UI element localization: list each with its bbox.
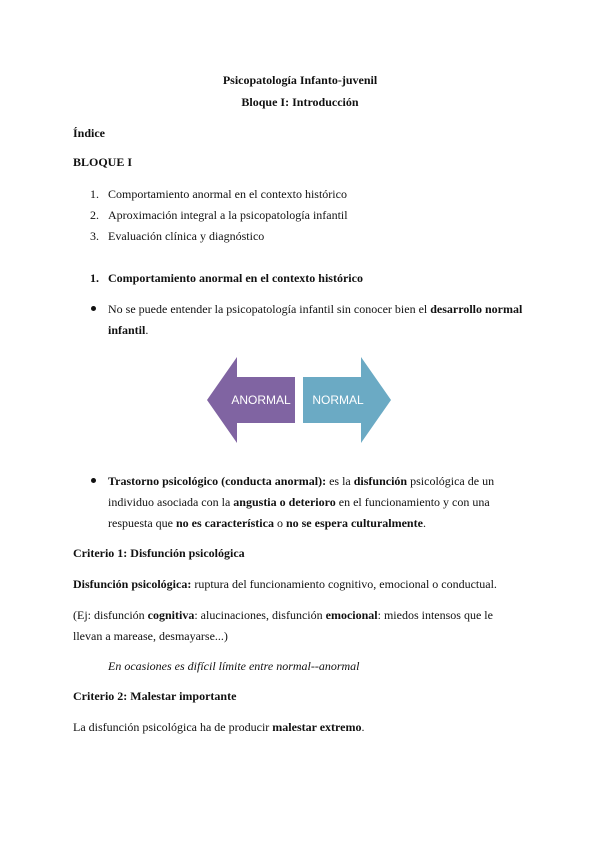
text-run: La disfunción psicológica ha de producir: [73, 720, 273, 734]
block-heading: BLOQUE I: [73, 155, 133, 169]
text-run: psicológica de un: [407, 474, 495, 488]
text-run: .: [361, 720, 365, 734]
list-item: Aproximación integral a la psicopatología infantil: [108, 208, 348, 222]
criterio-1-definition: [73, 576, 497, 592]
anormal-label: ANORMAL: [231, 393, 291, 407]
normal-label: NORMAL: [312, 393, 364, 407]
text-run: en el funcionamiento y con una: [335, 495, 490, 509]
criterio-1-heading: Criterio 1: Disfunción psicológica: [73, 546, 245, 560]
criterio-1-example-line2: llevan a marease, desmayarse...): [73, 629, 228, 643]
list-item: Evaluación clínica y diagnóstico: [108, 229, 265, 243]
text-bold: Trastorno psicológico (conducta anormal):: [108, 474, 327, 488]
bullet-paragraph: [108, 301, 522, 317]
normal-anormal-diagram: [207, 357, 391, 443]
text-run: .: [422, 516, 426, 530]
list-item-number: 1.: [90, 187, 99, 201]
text-run: individuo asociada con la: [108, 495, 234, 509]
text-bold: Disfunción psicológica:: [73, 577, 192, 591]
criterio-1-example: [73, 607, 493, 623]
text-run: es la: [326, 474, 354, 488]
text-bold: cognitiva: [147, 608, 195, 622]
document-title: Psicopatología Infanto-juvenil: [222, 73, 378, 87]
text-run: (Ej: disfunción: [73, 608, 148, 622]
bullet-paragraph-line3: [108, 515, 426, 531]
criterio-2-text: [73, 719, 364, 735]
text-run: .: [145, 323, 149, 337]
text-run: : alucinaciones, disfunción: [194, 608, 326, 622]
text-run: respuesta que: [108, 516, 176, 530]
text-run: ruptura del funcionamiento cognitivo, emocional o conductual.: [191, 577, 497, 591]
list-item-number: 3.: [90, 229, 99, 243]
text-run: o: [273, 516, 286, 530]
bullet-icon: [91, 478, 96, 483]
bullet-paragraph-line2: [108, 494, 490, 510]
text-bold: desarrollo normal: [430, 302, 523, 316]
text-run: No se puede entender la psicopatología infantil sin conocer bien el: [108, 302, 431, 316]
list-item: Comportamiento anormal en el contexto histórico: [108, 187, 347, 201]
text-bold: angustia o deterioro: [233, 495, 336, 509]
bullet-icon: [91, 306, 96, 311]
section-number: 1.: [90, 271, 99, 285]
bullet-paragraph: [108, 473, 494, 489]
text-run: : miedos intensos que le: [377, 608, 493, 622]
text-bold: disfunción: [353, 474, 408, 488]
bullet-paragraph-line2: [108, 322, 148, 338]
text-bold: emocional: [325, 608, 378, 622]
criterio-2-heading: Criterio 2: Malestar importante: [73, 689, 237, 703]
text-bold: infantil: [108, 323, 146, 337]
text-bold: no se espera culturalmente: [285, 516, 423, 530]
text-bold: malestar extremo: [272, 720, 362, 734]
document-subtitle: Bloque I: Introducción: [241, 95, 359, 109]
section-heading: Comportamiento anormal en el contexto histórico: [108, 271, 363, 285]
text-bold: no es característica: [175, 516, 274, 530]
list-item-number: 2.: [90, 208, 99, 222]
index-heading: Índice: [73, 126, 106, 140]
criterio-1-note: En ocasiones es difícil límite entre normal--anormal: [108, 659, 360, 673]
